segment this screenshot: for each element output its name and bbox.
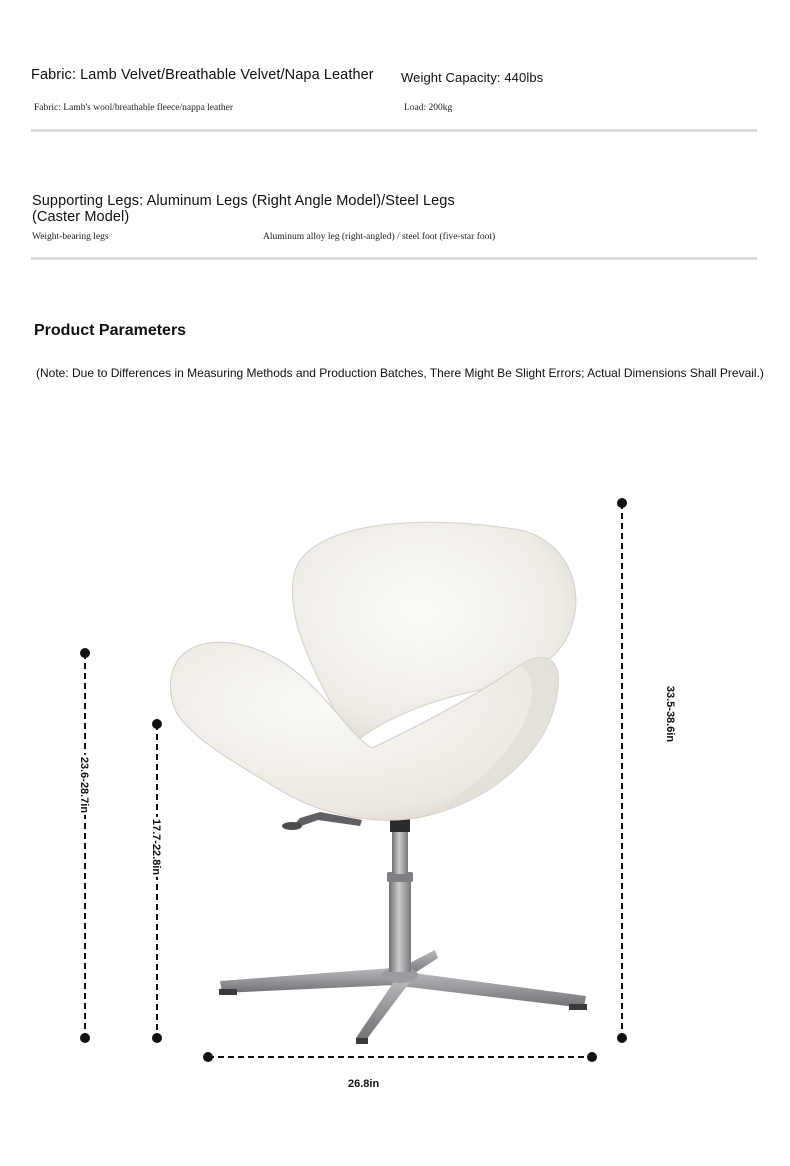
weight-capacity-heading: Weight Capacity: 440lbs: [401, 70, 544, 85]
total-height-line: [617, 498, 627, 1043]
load-subtext: Load: 200kg: [404, 103, 453, 113]
divider-2: [31, 257, 757, 260]
legs-heading-line1: Supporting Legs: Aluminum Legs (Right Angle Model)/Steel Legs: [32, 193, 455, 209]
legs-heading: [32, 193, 455, 225]
chair-diagram: [0, 480, 790, 1120]
fabric-subtext: Fabric: Lamb's wool/breathable fleece/nappa leather: [34, 103, 234, 113]
arm-height-line: [80, 648, 90, 1043]
width-line: [203, 1052, 597, 1062]
measurement-note: (Note: Due to Differences in Measuring Methods and Production Batches, There Might Be Slight Errors; Actual Dimensions Shall Prevail.): [36, 366, 764, 380]
divider-1: [31, 129, 757, 132]
product-parameters-title: Product Parameters: [34, 322, 187, 339]
legs-heading-line2: (Caster Model): [32, 209, 130, 225]
total-height-label: 33.5-38.6in: [664, 685, 677, 743]
arm-height-label: 23.6-28.7in: [78, 756, 91, 814]
seat-height-line: [152, 719, 162, 1043]
chair-column: [387, 818, 413, 972]
seat-height-label: 17.7-22.8in: [150, 818, 163, 876]
width-label: 26.8in: [348, 1078, 380, 1090]
fabric-heading: Fabric: Lamb Velvet/Breathable Velvet/Napa Leather: [31, 67, 374, 83]
legs-sub-label: Weight-bearing legs: [32, 232, 109, 242]
legs-sub-value: Aluminum alloy leg (right-angled) / steel foot (five-star foot): [263, 232, 496, 242]
